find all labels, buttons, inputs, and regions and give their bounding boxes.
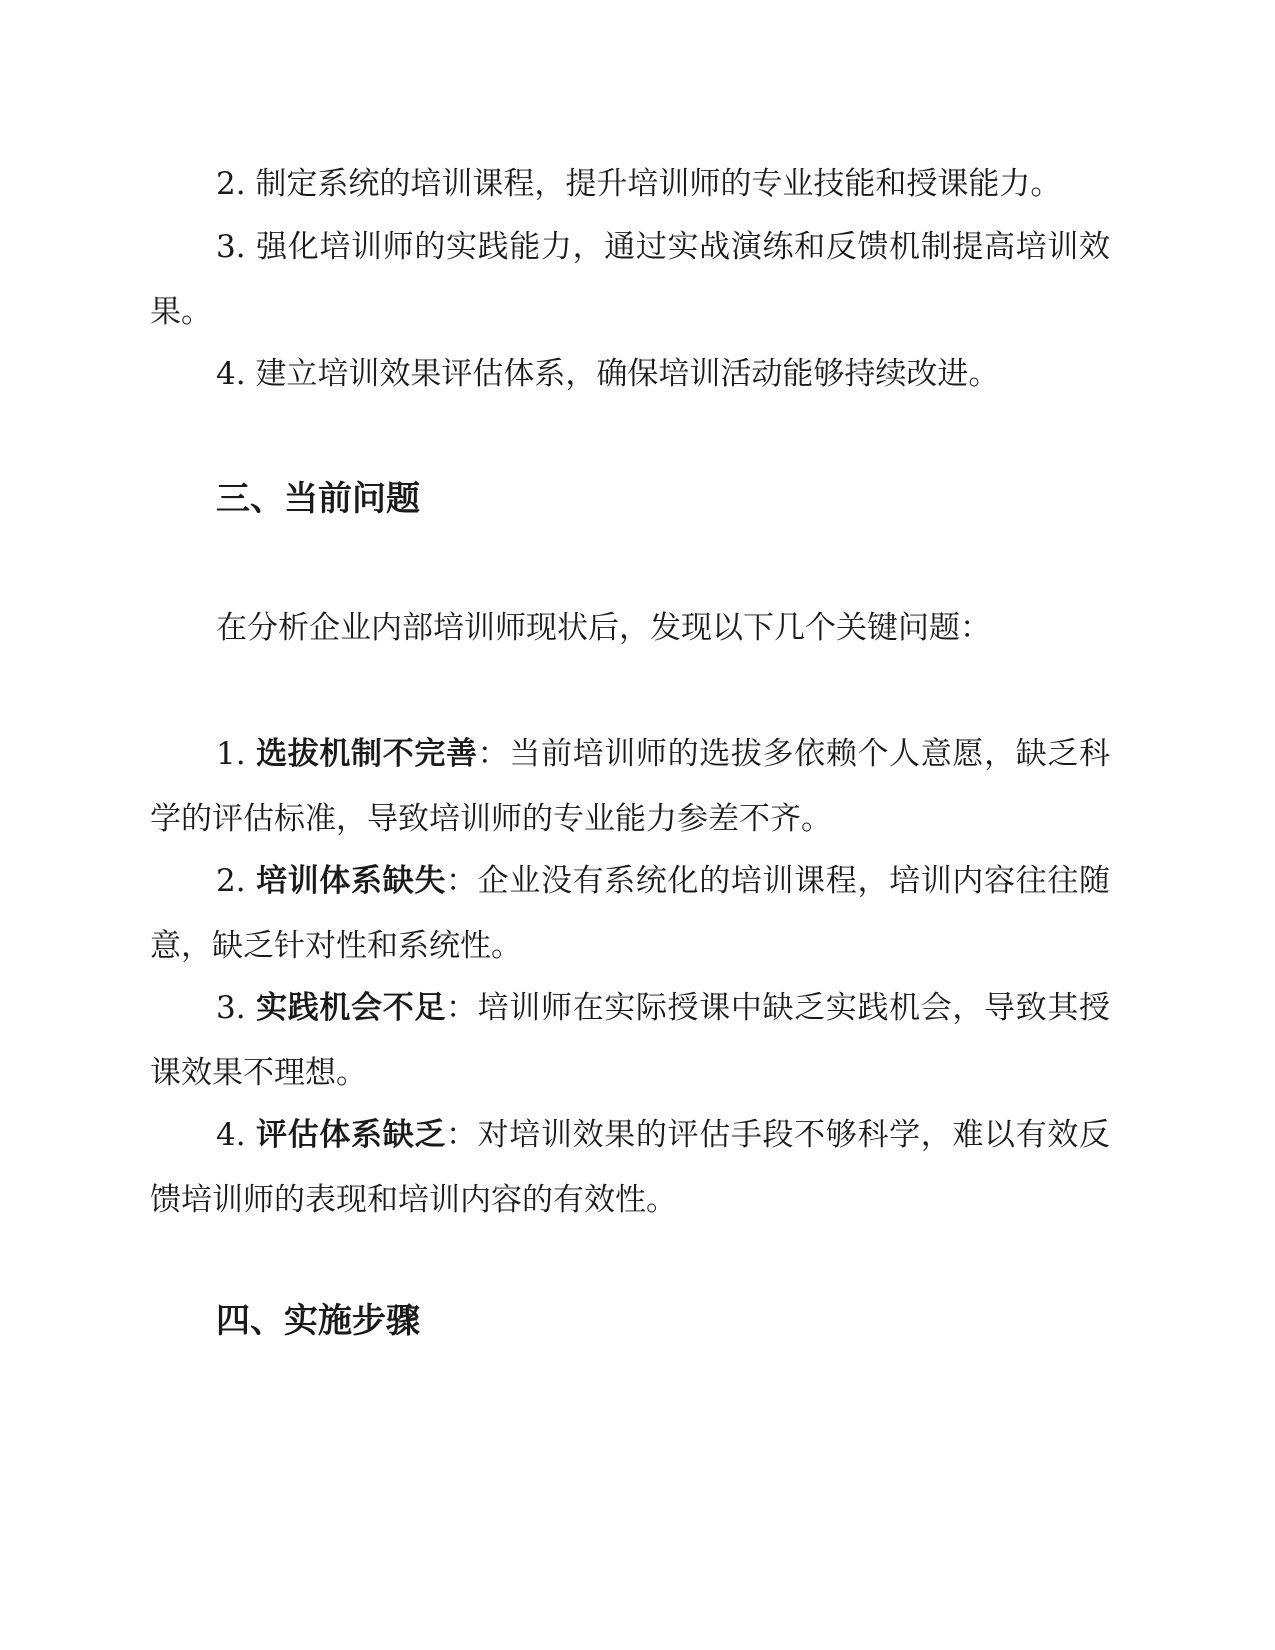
problem-item [150,849,1110,979]
objective-4: 4. 建立培训效果评估体系，确保培训活动能够持续改进。 [216,356,1000,392]
problems-intro: 在分析企业内部培训师现状后，发现以下几个关键问题： [216,610,991,646]
problem-item [150,976,1110,1106]
problem-text: 当前培训师的选拔多依赖个人意愿，缺乏科学的评估标准，导致培训师的专业能力参差不齐。 [150,736,1111,837]
section-heading-steps: 四、实施步骤 [216,1301,420,1341]
section-heading-problems: 三、当前问题 [216,479,420,519]
problem-number: 3. [216,990,257,1026]
problem-number: 2. [216,863,257,899]
problem-text: 企业没有系统化的培训课程，培训内容往往随意，缺乏针对性和系统性。 [150,863,1111,964]
problem-title: 实践机会不足 [256,990,446,1026]
problem-separator: ： [446,990,478,1026]
problem-item [150,1103,1110,1233]
problem-text: 对培训效果的评估手段不够科学，难以有效反馈培训师的表现和培训内容的有效性。 [150,1117,1111,1218]
problem-item [150,722,1110,852]
problem-title: 评估体系缺乏 [256,1117,446,1153]
problem-text: 培训师在实际授课中缺乏实践机会，导致其授课效果不理想。 [150,990,1111,1091]
problem-separator: ： [477,736,510,772]
problem-separator: ： [446,1117,478,1153]
problem-title: 培训体系缺失 [256,863,446,899]
problem-number: 4. [216,1117,257,1153]
objective-2: 2. 制定系统的培训课程，提升培训师的专业技能和授课能力。 [216,166,1062,202]
problem-number: 1. [216,736,257,772]
objective-3: 3. 强化培训师的实践能力，通过实战演练和反馈机制提高培训效果。 [150,229,1110,330]
problem-title: 选拔机制不完善 [256,736,478,772]
problem-separator: ： [446,863,478,899]
